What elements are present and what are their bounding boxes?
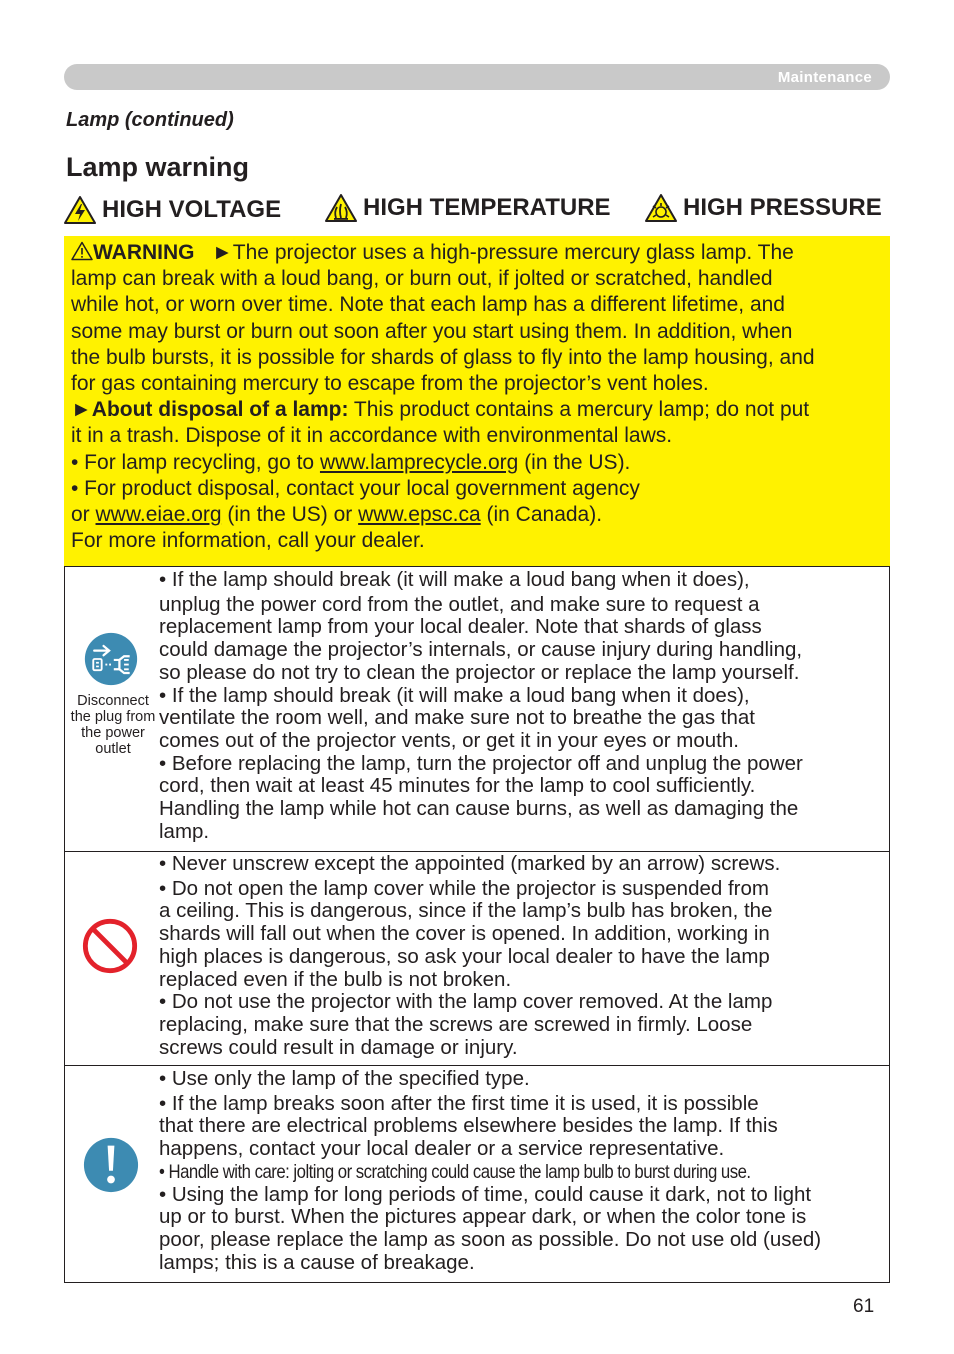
paragraph: unplug the power cord from the outlet, and make sure to request a [159,592,760,616]
hazard-row [0,193,954,227]
paragraph: screws could result in damage or injury. [159,1035,518,1059]
warning-label: WARNING [93,241,195,264]
prohibited-icon [81,917,139,975]
hazard-label: HIGH VOLTAGE [102,196,282,223]
paragraph: • If the lamp should break (it will make a loud bang when it does), [159,683,750,707]
paragraph: • If the lamp breaks soon after the first time it is used, it is possible [159,1091,759,1115]
condensed-note: • Handle with care: jolting or scratching could cause the lamp bulb to burst during use. [159,1160,751,1183]
paragraph: that there are electrical problems elsewhere besides the lamp. If this [159,1114,778,1138]
paragraph: Handling the lamp while hot can cause burns, as well as damaging the [159,797,799,821]
row-text [159,569,887,843]
disconnect-plug-icon [83,631,139,687]
row-icon-column [65,851,159,1065]
hazard-label: HIGH PRESSURE [683,194,882,221]
section-header-bar [64,64,890,90]
row-icon-column [65,567,159,851]
paragraph: replaced even if the bulb is not broken. [159,967,512,991]
paragraph: lamps; this is a cause of breakage. [159,1250,475,1274]
paragraph: replacing, make sure that the screws are screwed in firmly. Loose [159,1012,753,1036]
disposal-heading: ►About disposal of a lamp: [71,398,349,422]
disposal-line [71,397,883,423]
paragraph: • Before replacing the lamp, turn the projector off and unplug the power [159,751,803,775]
row-icon-column [65,1066,159,1282]
recycling-line [71,450,883,476]
hazard-label: HIGH TEMPERATURE [363,194,611,221]
eiae-suffix: (in the US) or [221,503,359,527]
paragraph: lamp. [159,819,210,843]
hazard-high-voltage [64,195,281,225]
high-voltage-warning-icon [64,195,96,225]
paragraph: shards will fall out when the cover is opened. In addition, working in [159,922,770,946]
lamprecycle-link[interactable]: www.lamprecycle.org [319,450,519,474]
hazard-high-pressure [645,193,882,223]
exclamation-icon [82,1136,140,1194]
caution-row-prohibited [64,851,890,1066]
more-info-line: For more information, call your dealer. [71,529,425,553]
paragraph: high places is dangerous, so ask your local dealer to have the lamp [159,944,770,968]
warning-intro: ►The projector uses a high-pressure mercury glass lamp. The [212,241,794,264]
paragraph: happens, contact your local dealer or a service representative. [159,1137,725,1161]
paragraph: replacement lamp from your local dealer. Note that shards of glass [159,615,762,639]
paragraph: • Do not use the projector with the lamp cover removed. At the lamp [159,990,773,1014]
paragraph: comes out of the projector vents, or get it in your eyes or mouth. [159,728,739,752]
row-text [159,853,887,1059]
paragraph: ventilate the room well, and make sure not to breathe the gas that [159,706,755,730]
hazard-high-temperature [325,193,611,223]
warning-triangle-icon [71,241,93,261]
caution-row-exclamation [64,1066,890,1283]
recycling-prefix: • For lamp recycling, go to [71,450,320,474]
warning-first-line [71,240,883,266]
high-pressure-warning-icon [645,193,677,223]
row-text [159,1068,887,1274]
paragraph: so please do not try to clean the projector or replace the lamp yourself. [159,660,800,684]
paragraph [159,1161,887,1184]
warning-line: for gas containing mercury to escape from the projector’s vent holes. [71,372,709,396]
section-label: Maintenance [777,69,872,86]
caution-row-disconnect [64,566,890,852]
warning-line: some may burst or burn out soon after you start using them. In addition, when [71,319,793,343]
paragraph: • Use only the lamp of the specified type. [159,1067,530,1090]
eiae-link[interactable]: www.eiae.org [95,503,222,527]
disconnect-caption: Disconnect the plug from the power outlet [70,693,156,757]
paragraph: • Do not open the lamp cover while the projector is suspended from [159,876,769,900]
paragraph: could damage the projector’s internals, or cause injury during handling, [159,638,803,662]
warning-box [64,236,890,566]
disposal-line-2: it in a trash. Dispose of it in accordance with environmental laws. [71,424,673,448]
agency-links-line [71,502,883,528]
high-temperature-warning-icon [325,193,357,223]
paragraph: a ceiling. This is dangerous, since if the lamp’s bulb has broken, the [159,899,773,923]
paragraph: • Never unscrew except the appointed (marked by an arrow) screws. [159,852,781,875]
epsc-link[interactable]: www.epsc.ca [358,503,481,527]
disposal-text: This product contains a mercury lamp; do not put [348,398,810,422]
paragraph: up or to burst. When the pictures appear dark, or when the color tone is [159,1205,807,1229]
epsc-suffix: (in Canada). [480,503,603,527]
paragraph: • Using the lamp for long periods of time, could cause it dark, not to light [159,1182,812,1206]
paragraph: poor, please replace the lamp as soon as possible. Do not use old (used) [159,1227,822,1251]
page-title: Lamp warning [66,152,250,182]
subtitle: Lamp (continued) [66,109,234,131]
warning-line: the bulb bursts, it is possible for shards of glass to fly into the lamp housing, and [71,345,815,369]
recycling-suffix: (in the US). [518,450,631,474]
warning-line: lamp can break with a loud bang, or burn out, if jolted or scratched, handled [71,267,773,291]
page-number: 61 [853,1296,875,1317]
paragraph: cord, then wait at least 45 minutes for the lamp to cool sufficiently. [159,774,756,798]
warning-line: while hot, or worn over time. Note that each lamp has a different lifetime, and [71,293,785,317]
paragraph: • If the lamp should break (it will make a loud bang when it does), [159,568,750,591]
product-disposal-line: • For product disposal, contact your local government agency [71,476,640,500]
or-prefix: or [71,503,96,527]
